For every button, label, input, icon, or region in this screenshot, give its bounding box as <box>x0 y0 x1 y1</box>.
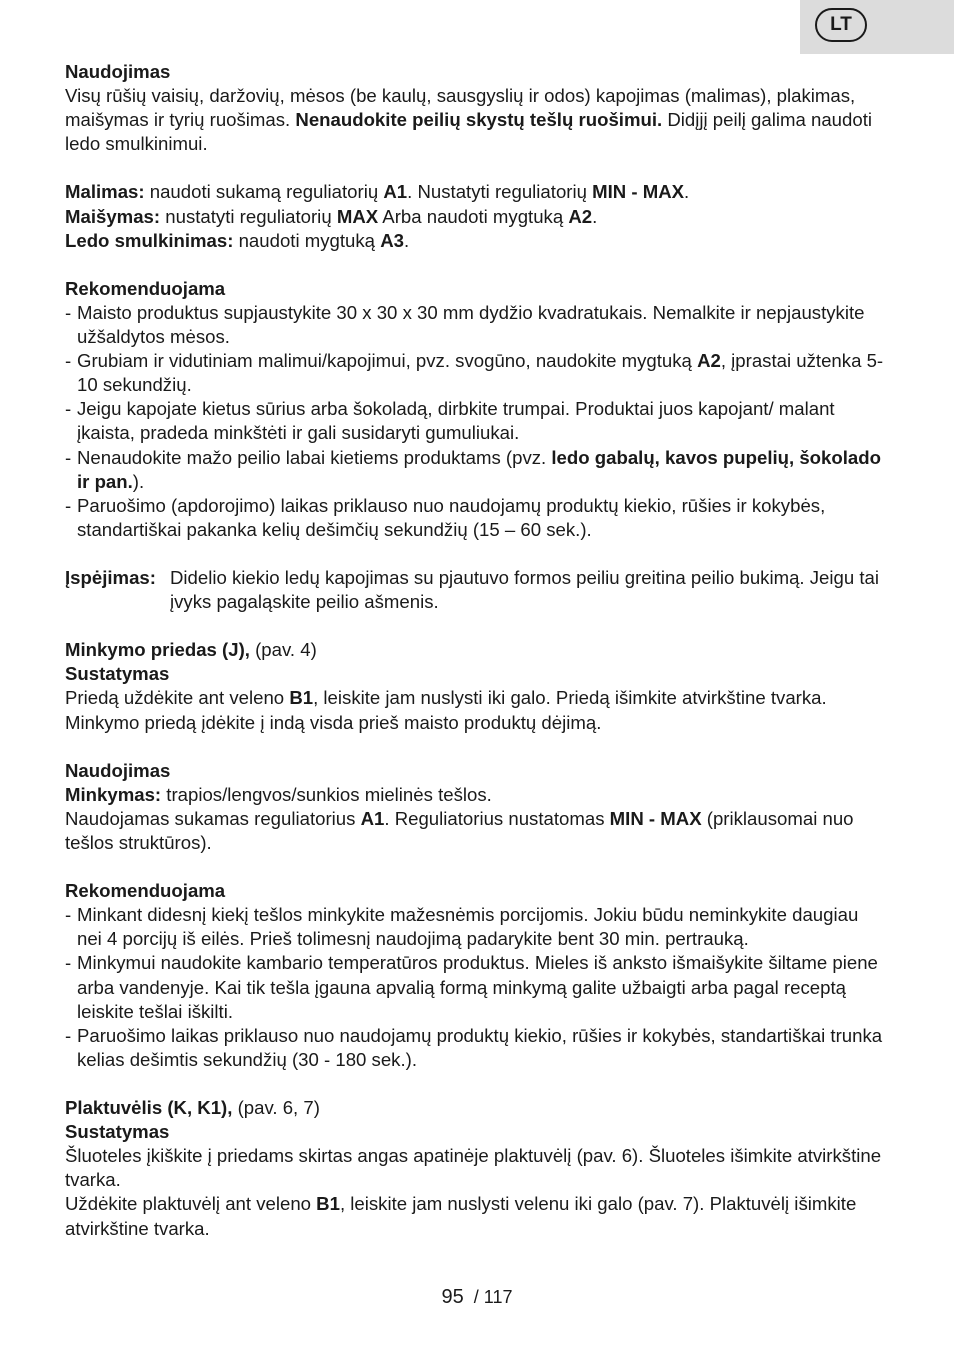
list-item: - Minkant didesnį kiekį tešlos minkykite mažesnėmis porcijomis. Jokiu būdu neminkykite daugiau nei 4 porcijų iš eilės. Prieš tolimesnį naudojimą padarykite bent 30 min. pertrauką. <box>65 903 885 951</box>
page-total: / 117 <box>473 1287 513 1307</box>
whisk-paragraph-1: Šluoteles įkiškite į priedams skirtas angas apatinėje plaktuvėlį (pav. 6). Šluoteles išimkite atvirkštine tvarka. <box>65 1145 882 1191</box>
list-item: - Jeigu kapojate kietus sūrius arba šokoladą, dirbkite trumpai. Produktai juos kapojant/ malant įkaista, pradeda minkštėti ir gali susidaryti gumuliukai. <box>65 397 885 445</box>
mode-maisymas: Maišymas: nustatyti reguliatorių MAX Arba naudoti mygtuką A2. <box>65 205 598 227</box>
usage-paragraph: Visų rūšių vaisių, daržovių, mėsos (be kaulų, sausgyslių ir odos) kapojimas (malimas), plakimas, maišymas ir tyrių ruošimas. Nenaudokite peilių skystų tešlų ruošimui. Didįjį peilį galima naudoti ledo smulkinimui. <box>65 85 872 155</box>
whisk-paragraph-2: Uždėkite plaktuvėlį ant veleno B1, leiskite jam nuslysti velenu iki galo (pav. 7). Plaktuvėlį išimkite atvirkštine tvarka. <box>65 1193 857 1239</box>
list-item: - Paruošimo laikas priklauso nuo naudojamų produktų kiekio, rūšies ir kokybės, standartiškai trunka kelias dešimtis sekundžių (30 - 180 sek.). <box>65 1024 885 1072</box>
section-title-usage: Naudojimas <box>65 61 171 82</box>
kneading-assembly-paragraph: Priedą uždėkite ant veleno B1, leiskite jam nuslysti iki galo. Priedą išimkite atvirkštine tvarka. Minkymo priedą įdėkite į indą visda prieš maisto produktų dėjimą. <box>65 687 827 733</box>
section-title-recommended: Rekomenduojama <box>65 277 226 299</box>
document-body <box>65 60 885 1241</box>
section-subtitle-assembly-2: Sustatymas <box>65 1121 170 1143</box>
mode-ledo: Ledo smulkinimas: naudoti mygtuką A3. <box>65 229 410 251</box>
section-title-usage-kneading: Naudojimas <box>65 759 171 781</box>
kneading-regulator-paragraph: Naudojamas sukamas reguliatorius A1. Reguliatorius nustatomas MIN - MAX (priklausomai nuo tešlos struktūros). <box>65 807 854 853</box>
list-item: - Nenaudokite mažo peilio labai kietiems produktams (pvz. ledo gabalų, kavos pupelių, šokolado ir pan.). <box>65 446 885 494</box>
language-tab <box>800 0 954 54</box>
warning-note: Įspėjimas: Didelio kiekio ledų kapojimas su pjautuvo formos peiliu greitina peilio bukimą. Jeigu tai įvyks pagaląskite peilio ašmenis. <box>65 566 880 613</box>
section-title-whisk: Plaktuvėlis (K, K1), (pav. 6, 7) <box>65 1097 320 1119</box>
warning-label: Įspėjimas: <box>65 566 156 588</box>
page-number: 95 <box>441 1286 464 1308</box>
list-item: - Grubiam ir vidutiniam malimui/kapojimui, pvz. svogūno, naudokite mygtuką A2, įprastai užtenka 5-10 sekundžių. <box>65 349 885 397</box>
list-item: - Minkymui naudokite kambario temperatūros produktus. Mieles iš anksto išmaišykite šiltame piene arba vandenyje. Kai tik tešla įgauna apvalią formą minkymą galite užbaigti arba pagal receptą leiskite tešlai iškilti. <box>65 951 885 1023</box>
mode-malimas: Malimas: naudoti sukamą reguliatorių A1. Nustatyti reguliatorių MIN - MAX. <box>65 181 690 203</box>
list-item: - Paruošimo (apdorojimo) laikas priklauso nuo naudojamų produktų kiekio, rūšies ir kokybės, standartiškai pakanka kelių dešimčių sekundžių (15 – 60 sek.). <box>65 494 885 542</box>
section-subtitle-assembly: Sustatymas <box>65 663 170 685</box>
mode-minkymas: Minkymas: trapios/lengvos/sunkios mielinės tešlos. <box>65 783 492 805</box>
list-item: - Maisto produktus supjaustykite 30 x 30 x 30 mm dydžio kvadratukais. Nemalkite ir nepjaustykite užšaldytos mėsos. <box>65 301 885 349</box>
page-footer <box>0 1285 954 1309</box>
section-title-kneading: Minkymo priedas (J), (pav. 4) <box>65 639 317 661</box>
language-badge: LT <box>815 8 867 42</box>
section-title-recommended-2: Rekomenduojama <box>65 880 226 902</box>
